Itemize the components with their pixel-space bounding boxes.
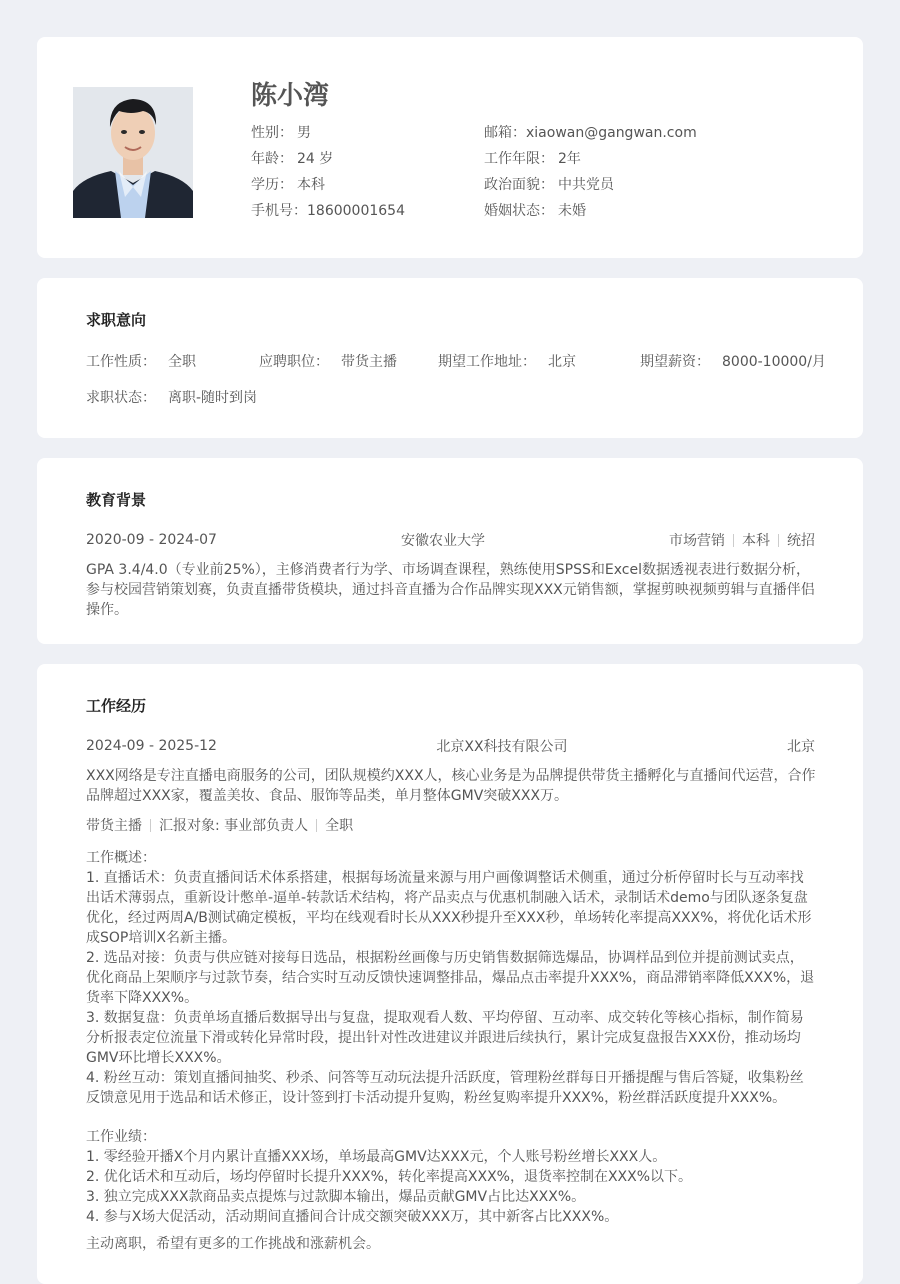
company-name: 北京XX科技有限公司 xyxy=(436,739,568,755)
status-value: 离职-随时到岗 xyxy=(168,390,258,406)
job-type-tag: 全职 xyxy=(325,818,354,834)
gender-value: 男 xyxy=(297,125,311,141)
location-field xyxy=(438,351,576,371)
education-value: 本科 xyxy=(297,177,325,193)
avatar xyxy=(73,87,193,218)
school-name: 安徽农业大学 xyxy=(400,533,485,549)
education-tags xyxy=(669,530,815,550)
email-field xyxy=(484,122,697,142)
section-title: 求职意向 xyxy=(86,311,147,329)
overview-title: 工作概述： xyxy=(86,850,156,866)
work-overview xyxy=(86,848,816,1108)
years-value: 2年 xyxy=(558,151,581,167)
education-description: GPA 3.4/4.0（专业前25%），主修消费者行为学、市场调查课程，熟练使用SPSS和Excel数据透视表进行数据分析，参与校园营销策划赛，负责直播带货模块，通过抖音直播为合作品牌实现XXX元销售额，掌握剪映视频剪辑与直播伴侣操作。 xyxy=(86,562,815,618)
report-to-tag: 汇报对象: 事业部负责人 xyxy=(159,818,309,834)
tag-divider xyxy=(316,819,317,832)
email-label: 邮箱： xyxy=(484,125,526,141)
marital-value: 未婚 xyxy=(558,203,586,219)
salary-field xyxy=(640,351,826,371)
enrollment-tag: 统招 xyxy=(786,533,815,549)
position-value: 带货主播 xyxy=(341,354,397,370)
phone-value: 18600001654 xyxy=(307,203,405,219)
candidate-name: 陈小湾 xyxy=(251,81,330,111)
age-value: 24 岁 xyxy=(297,151,334,167)
email-value: xiaowan@gangwan.com xyxy=(526,125,697,141)
education-label: 学历： xyxy=(251,177,293,193)
overview-item: 4. 粉丝互动：策划直播间抽奖、秒杀、问答等互动玩法提升活跃度，管理粉丝群每日开播提醒与售后答疑，收集粉丝反馈意见用于选品和话术修正，设计签到打卡活动提升复购，粉丝复购率提升XXX%，粉丝群活跃度提升XXX%。 xyxy=(86,1070,804,1106)
years-label: 工作年限： xyxy=(484,151,554,167)
major-tag: 市场营销 xyxy=(668,533,725,549)
role-tag: 带货主播 xyxy=(86,818,142,834)
education-card xyxy=(37,458,863,644)
profile-card xyxy=(37,37,863,258)
tag-divider xyxy=(733,534,734,547)
job-type-label: 工作性质： xyxy=(86,354,156,370)
achievement-item: 1. 零经验开播X个月内累计直播XXX场，单场最高GMV达XXX元，个人账号粉丝增长XXX人。 xyxy=(86,1149,667,1165)
work-experience-card xyxy=(37,664,863,1284)
education-period: 2020-09 - 2024-07 xyxy=(86,532,217,548)
job-type-field xyxy=(86,351,196,371)
degree-tag: 本科 xyxy=(741,533,770,549)
work-tags xyxy=(86,815,815,835)
position-label: 应聘职位： xyxy=(259,354,329,370)
marital-label: 婚姻状态： xyxy=(484,203,554,219)
education-header-row xyxy=(86,530,815,550)
phone-field xyxy=(251,200,405,220)
work-city: 北京 xyxy=(786,739,815,755)
work-period: 2024-09 - 2025-12 xyxy=(86,738,217,754)
job-intent-card xyxy=(37,278,863,438)
tag-divider xyxy=(778,534,779,547)
education-field xyxy=(251,174,325,194)
age-label: 年龄： xyxy=(251,151,293,167)
company-description: XXX网络是专注直播电商服务的公司，团队规模约XXX人，核心业务是为品牌提供带货主播孵化与直播间代运营，合作品牌超过XXX家，覆盖美妆、食品、服饰等品类，单月整体GMV突破XXX万。 xyxy=(86,768,816,804)
work-achievements xyxy=(86,1127,816,1227)
years-field xyxy=(484,148,581,168)
achievement-item: 3. 独立完成XXX款商品卖点提炼与过款脚本输出，爆品贡献GMV占比达XXX%。 xyxy=(86,1189,586,1205)
work-header-row xyxy=(86,736,815,756)
marital-field xyxy=(484,200,586,220)
politics-field xyxy=(484,174,614,194)
tag-divider xyxy=(150,819,151,832)
avatar-photo-icon xyxy=(73,87,193,218)
position-field xyxy=(259,351,397,371)
section-title: 教育背景 xyxy=(86,491,147,509)
age-field xyxy=(251,148,333,168)
leave-reason: 主动离职，希望有更多的工作挑战和涨薪机会。 xyxy=(86,1236,380,1252)
status-label: 求职状态： xyxy=(86,390,156,406)
overview-item: 1. 直播话术：负责直播间话术体系搭建，根据每场流量来源与用户画像调整话术侧重，通过分析停留时长与互动率找出话术薄弱点，重新设计憋单-逼单-转款话术结构，将产品卖点与优惠机制融入话术，录制话术demo与团队逐条复盘优化，经过两周A/B测试确定模板，平均在线观看时长从XXX秒提升至XXX秒，单场转化率提高XXX%，将优化话术形成SOP培训X名新主播。 xyxy=(86,870,812,946)
overview-item: 2. 选品对接：负责与供应链对接每日选品，根据粉丝画像与历史销售数据筛选爆品，协调样品到位并提前测试卖点，优化商品上架顺序与过款节奏，结合实时互动反馈快速调整排品，爆品点击率提升XXX%，商品滞销率降低XXX%，退货率下降XXX%。 xyxy=(86,950,815,1006)
politics-value: 中共党员 xyxy=(558,177,614,193)
gender-label: 性别： xyxy=(251,125,293,141)
salary-label: 期望薪资： xyxy=(640,354,710,370)
location-value: 北京 xyxy=(548,354,576,370)
overview-item: 3. 数据复盘：负责单场直播后数据导出与复盘，提取观看人数、平均停留、互动率、成交转化等核心指标，制作简易分析报表定位流量下滑或转化异常时段，提出针对性改进建议并跟进后续执行，累计完成复盘报告XXX份，推动场均GMV环比增长XXX%。 xyxy=(86,1010,804,1066)
salary-value: 8000-10000/月 xyxy=(722,354,826,370)
politics-label: 政治面貌： xyxy=(484,177,554,193)
achievements-title: 工作业绩： xyxy=(86,1129,156,1145)
achievement-item: 4. 参与X场大促活动，活动期间直播间合计成交额突破XXX万，其中新客占比XXX%。 xyxy=(86,1209,619,1225)
job-type-value: 全职 xyxy=(168,354,196,370)
phone-label: 手机号： xyxy=(251,203,307,219)
achievement-item: 2. 优化话术和互动后，场均停留时长提升XXX%，转化率提高XXX%，退货率控制在XXX%以下。 xyxy=(86,1169,693,1185)
section-title: 工作经历 xyxy=(86,697,147,715)
gender-field xyxy=(251,122,311,142)
location-label: 期望工作地址： xyxy=(438,354,536,370)
status-field xyxy=(86,387,257,407)
